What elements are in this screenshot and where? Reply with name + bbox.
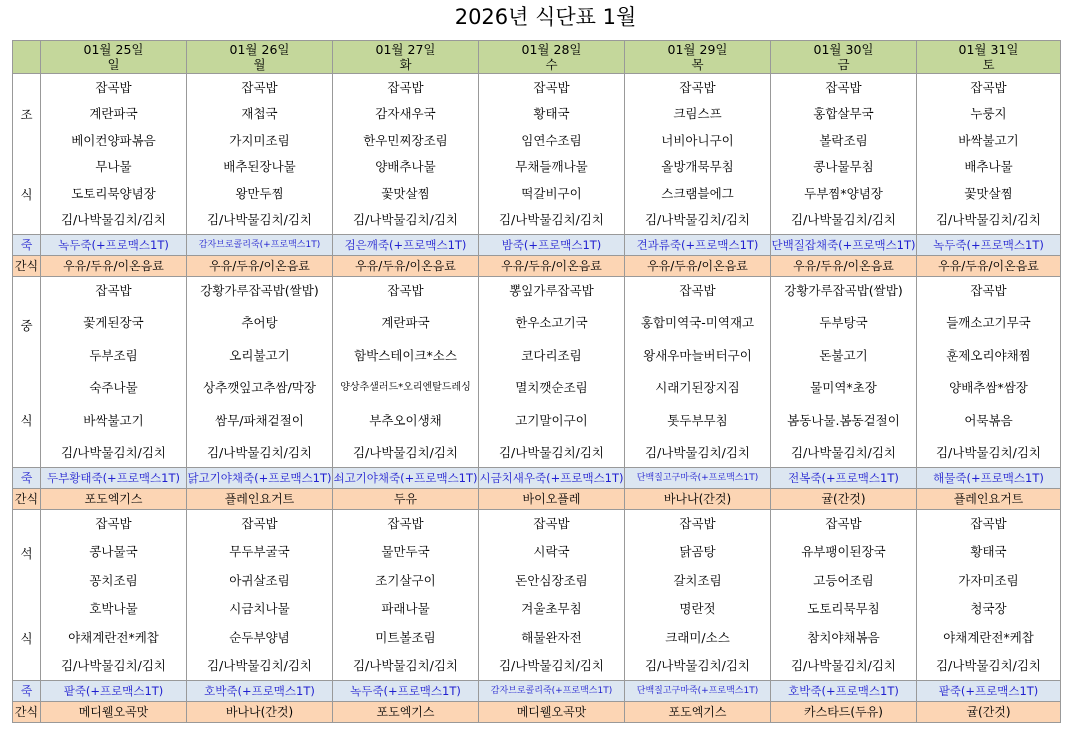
- day-of-week: 금: [837, 57, 850, 72]
- day-header: [771, 41, 917, 74]
- menu-item: 김/나박물김치/김치: [935, 211, 1042, 227]
- menu-item: 떡갈비구이: [521, 185, 582, 201]
- menu-item: 오리불고기: [229, 347, 290, 363]
- day-header: [917, 41, 1061, 74]
- menu-item: 시락국: [533, 544, 570, 560]
- day-date: 01월 26일: [229, 42, 290, 57]
- menu-item: 김/나박물김치/김치: [790, 444, 897, 460]
- menu-item: 김/나박물김치/김치: [206, 444, 313, 460]
- menu-item: 돈안심장조림: [515, 572, 588, 588]
- menu-item: 김/나박물김치/김치: [206, 657, 313, 673]
- menu-item: 왕만두찜: [235, 185, 284, 201]
- breakfast-label-cell: [13, 74, 41, 235]
- menu-item: 양배추나물: [375, 159, 436, 175]
- page-title: 2026년 식단표 1월: [454, 5, 637, 29]
- juk-item: 밤죽(+프로맥스1T): [479, 235, 625, 256]
- day-of-week: 월: [253, 57, 266, 72]
- menu-item: 도토리묵무침: [807, 601, 880, 617]
- menu-item: 물만두국: [381, 544, 430, 560]
- dinner-juk-row: [13, 681, 1061, 702]
- menu-item: 임연수조림: [521, 132, 582, 148]
- menu-item: 숙주나물: [89, 380, 138, 396]
- menu-item: 잡곡밥: [387, 283, 424, 298]
- menu-item: 강황가루잡곡밥(쌀밥): [200, 283, 319, 298]
- dinner-cell: [917, 510, 1061, 681]
- dinner-cell: [771, 510, 917, 681]
- menu-item: 잡곡밥: [679, 283, 716, 298]
- breakfast-cell: [187, 74, 333, 235]
- menu-item: 베이컨양파볶음: [71, 132, 156, 148]
- menu-item: 돈불고기: [819, 347, 868, 363]
- menu-table: [12, 40, 1061, 723]
- menu-item: 바싹불고기: [83, 412, 144, 428]
- juk-item: 단백질고구마죽(+프로맥스1T): [625, 681, 771, 702]
- menu-item: 재첩국: [241, 106, 278, 122]
- menu-item: 꽃맛살찜: [381, 185, 430, 201]
- snack-item: 메디웰오곡맛: [479, 702, 625, 723]
- breakfast-cell: [41, 74, 187, 235]
- menu-item: 잡곡밥: [533, 516, 570, 531]
- menu-item: 명란젓: [679, 601, 716, 617]
- menu-item: 크림스프: [673, 106, 722, 122]
- menu-item: 멸치깻순조림: [515, 380, 588, 396]
- menu-item: 잡곡밥: [387, 80, 424, 95]
- menu-item: 겨울초무침: [521, 601, 582, 617]
- menu-item: 콩나물국: [89, 544, 138, 560]
- juk-label: 죽: [13, 235, 41, 256]
- snack-item: 바이오플레: [479, 489, 625, 510]
- menu-item: 가자미조림: [958, 572, 1019, 588]
- dinner-row: [13, 510, 1061, 681]
- dinner-cell: [41, 510, 187, 681]
- day-header: [333, 41, 479, 74]
- snack-item: 우유/두유/이온음료: [187, 256, 333, 277]
- juk-item: 팥죽(+프로맥스1T): [917, 681, 1061, 702]
- menu-item: 호박나물: [89, 601, 138, 617]
- menu-item: 콩나물무침: [813, 159, 874, 175]
- header-row: [13, 41, 1061, 74]
- juk-item: 녹두죽(+프로맥스1T): [917, 235, 1061, 256]
- menu-item: 너비아니구이: [661, 132, 734, 148]
- day-of-week: 일: [107, 57, 120, 72]
- menu-item: 크래미/소스: [665, 629, 730, 645]
- snack-item: 플레인요거트: [917, 489, 1061, 510]
- snack-item: 귤(간것): [917, 702, 1061, 723]
- menu-item: 김/나박물김치/김치: [498, 657, 605, 673]
- snack-item: 우유/두유/이온음료: [625, 256, 771, 277]
- lunch-juk-row: [13, 468, 1061, 489]
- menu-item: 닭곰탕: [679, 544, 716, 560]
- dinner-cell: [479, 510, 625, 681]
- breakfast-cell: [479, 74, 625, 235]
- snack-item: 우유/두유/이온음료: [917, 256, 1061, 277]
- menu-item: 배추된장나물: [223, 159, 296, 175]
- juk-item: 호박죽(+프로맥스1T): [187, 681, 333, 702]
- dinner-label-char: 석: [20, 545, 33, 561]
- menu-item: 갈치조림: [673, 572, 722, 588]
- menu-item: 청국장: [970, 601, 1007, 617]
- menu-item: 김/나박물김치/김치: [790, 211, 897, 227]
- menu-item: 김/나박물김치/김치: [60, 444, 167, 460]
- menu-item: 훈제오리야채찜: [946, 347, 1031, 363]
- menu-item: 무채들깨나물: [515, 159, 588, 175]
- juk-item: 녹두죽(+프로맥스1T): [333, 681, 479, 702]
- menu-item: 잡곡밥: [241, 516, 278, 531]
- menu-item: 무두부굴국: [229, 544, 290, 560]
- menu-item: 잡곡밥: [95, 516, 132, 531]
- breakfast-cell: [771, 74, 917, 235]
- menu-item: 들깨소고기무국: [946, 315, 1031, 331]
- menu-item: 한우민찌장조림: [363, 132, 448, 148]
- day-of-week: 토: [982, 57, 995, 72]
- menu-item: 볼락조림: [819, 132, 868, 148]
- day-of-week: 목: [691, 57, 704, 72]
- menu-item: 파래나물: [381, 601, 430, 617]
- lunch-label-cell: [13, 277, 41, 468]
- juk-item: 쇠고기야채죽(+프로맥스1T): [333, 468, 479, 489]
- menu-item: 뽕잎가루잡곡밥: [509, 283, 594, 298]
- menu-item: 김/나박물김치/김치: [644, 211, 751, 227]
- day-header: [41, 41, 187, 74]
- snack-item: 두유: [333, 489, 479, 510]
- menu-item: 잡곡밥: [970, 80, 1007, 95]
- menu-item: 잡곡밥: [95, 283, 132, 298]
- day-of-week: 화: [399, 57, 412, 72]
- menu-item: 감자새우국: [375, 106, 436, 122]
- snack-item: 우유/두유/이온음료: [479, 256, 625, 277]
- lunch-cell: [771, 277, 917, 468]
- menu-item: 김/나박물김치/김치: [498, 444, 605, 460]
- menu-item: 함박스테이크*소스: [354, 347, 457, 363]
- juk-item: 닭고기야채죽(+프로맥스1T): [187, 468, 333, 489]
- menu-item: 김/나박물김치/김치: [60, 211, 167, 227]
- menu-item: 김/나박물김치/김치: [352, 444, 459, 460]
- menu-item: 배추나물: [964, 159, 1013, 175]
- dinner-cell: [333, 510, 479, 681]
- menu-item: 잡곡밥: [970, 516, 1007, 531]
- lunch-cell: [41, 277, 187, 468]
- menu-item: 김/나박물김치/김치: [352, 211, 459, 227]
- juk-item: 전복죽(+프로맥스1T): [771, 468, 917, 489]
- breakfast-juk-row: [13, 235, 1061, 256]
- menu-item: 김/나박물김치/김치: [352, 657, 459, 673]
- snack-item: 포도엑기스: [625, 702, 771, 723]
- juk-item: 두부황태죽(+프로맥스1T): [41, 468, 187, 489]
- snack-item: 포도엑기스: [333, 702, 479, 723]
- menu-item: 잡곡밥: [679, 516, 716, 531]
- day-date: 01월 28일: [521, 42, 582, 57]
- menu-item: 잡곡밥: [533, 80, 570, 95]
- snack-item: 메디웰오곡맛: [41, 702, 187, 723]
- menu-item: 꽃맛살찜: [964, 185, 1013, 201]
- juk-label: 죽: [13, 468, 41, 489]
- menu-item: 계란파국: [89, 106, 138, 122]
- breakfast-snack-row: [13, 256, 1061, 277]
- menu-item: 쌈무/파채겉절이: [215, 412, 304, 428]
- menu-item: 추어탕: [241, 315, 278, 331]
- menu-item: 순두부양념: [229, 629, 290, 645]
- lunch-cell: [333, 277, 479, 468]
- menu-item: 올방개묵무침: [661, 159, 734, 175]
- menu-item: 강황가루잡곡밥(쌀밥): [784, 283, 903, 298]
- juk-item: 감자브로콜리죽(+프로맥스1T): [479, 681, 625, 702]
- day-date: 01월 31일: [958, 42, 1019, 57]
- menu-item: 고기말이구이: [515, 412, 588, 428]
- menu-item: 바싹불고기: [958, 132, 1019, 148]
- lunch-cell: [917, 277, 1061, 468]
- menu-item: 김/나박물김치/김치: [498, 211, 605, 227]
- day-of-week: 수: [545, 57, 558, 72]
- lunch-cell: [187, 277, 333, 468]
- menu-item: 해물완자전: [521, 629, 582, 645]
- snack-item: 바나나(간것): [187, 702, 333, 723]
- dinner-snack-row: [13, 702, 1061, 723]
- day-header: [479, 41, 625, 74]
- menu-item: 두부찜*양념장: [804, 185, 883, 201]
- day-date: 01월 25일: [83, 42, 144, 57]
- lunch-label-char: 식: [20, 412, 33, 428]
- day-date: 01월 27일: [375, 42, 436, 57]
- menu-item: 잡곡밥: [825, 516, 862, 531]
- dinner-cell: [625, 510, 771, 681]
- menu-item: 홍합미역국-미역재고: [640, 315, 755, 331]
- juk-item: 감자브로콜리죽(+프로맥스1T): [187, 235, 333, 256]
- menu-item: 잡곡밥: [825, 80, 862, 95]
- menu-item: 코다리조림: [521, 347, 582, 363]
- menu-item: 잡곡밥: [95, 80, 132, 95]
- juk-item: 팥죽(+프로맥스1T): [41, 681, 187, 702]
- menu-item: 고등어조림: [813, 572, 874, 588]
- menu-item: 양배추쌈*쌈장: [949, 380, 1028, 396]
- menu-item: 누룽지: [970, 106, 1007, 122]
- menu-item: 두부조림: [89, 347, 138, 363]
- dinner-label-char: 식: [20, 630, 33, 646]
- menu-item: 도토리묵양념장: [71, 185, 156, 201]
- menu-item: 김/나박물김치/김치: [935, 444, 1042, 460]
- menu-item: 잡곡밥: [679, 80, 716, 95]
- day-date: 01월 29일: [667, 42, 728, 57]
- snack-item: 플레인요거트: [187, 489, 333, 510]
- juk-item: 단백질잡채죽(+프로맥스1T): [771, 235, 917, 256]
- menu-item: 한우소고기국: [515, 315, 588, 331]
- breakfast-cell: [625, 74, 771, 235]
- menu-item: 시래기된장지짐: [655, 380, 740, 396]
- menu-item: 야채계란전*케찹: [68, 629, 159, 645]
- menu-item: 김/나박물김치/김치: [206, 211, 313, 227]
- breakfast-label-char: 식: [20, 187, 33, 202]
- lunch-cell: [625, 277, 771, 468]
- menu-item: 홍합살무국: [813, 106, 874, 122]
- snack-item: 포도엑기스: [41, 489, 187, 510]
- menu-item: 왕새우마늘버터구이: [643, 347, 752, 363]
- menu-item: 양상추샐러드*오리엔탈드레싱: [340, 382, 471, 394]
- menu-item: 계란파국: [381, 315, 430, 331]
- menu-item: 두부탕국: [819, 315, 868, 331]
- lunch-cell: [479, 277, 625, 468]
- dinner-cell: [187, 510, 333, 681]
- day-date: 01월 30일: [813, 42, 874, 57]
- menu-item: 김/나박물김치/김치: [935, 657, 1042, 673]
- menu-item: 김/나박물김치/김치: [644, 444, 751, 460]
- menu-item: 봄동나물.봄동겉절이: [787, 412, 900, 428]
- menu-item: 김/나박물김치/김치: [790, 657, 897, 673]
- snack-item: 카스타드(두유): [771, 702, 917, 723]
- menu-item: 미트볼조림: [375, 629, 436, 645]
- menu-item: 유부팽이된장국: [801, 544, 886, 560]
- menu-item: 아귀살조림: [229, 572, 290, 588]
- menu-item: 야채계란전*케찹: [943, 629, 1034, 645]
- menu-item: 시금치나물: [229, 601, 290, 617]
- snack-item: 우유/두유/이온음료: [333, 256, 479, 277]
- snack-label: 간식: [13, 489, 41, 510]
- menu-item: 상추깻잎고추쌈/막장: [203, 380, 316, 396]
- menu-item: 물미역*초장: [810, 380, 877, 396]
- lunch-label-char: 중: [20, 317, 33, 333]
- menu-item: 꽃게된장국: [83, 315, 144, 331]
- menu-item: 김/나박물김치/김치: [644, 657, 751, 673]
- juk-item: 단백질고구마죽(+프로맥스1T): [625, 468, 771, 489]
- lunch-snack-row: [13, 489, 1061, 510]
- juk-item: 호박죽(+프로맥스1T): [771, 681, 917, 702]
- menu-item: 김/나박물김치/김치: [60, 657, 167, 673]
- menu-item: 잡곡밥: [387, 516, 424, 531]
- menu-item: 부추오이생채: [369, 412, 442, 428]
- menu-item: 황태국: [970, 544, 1007, 560]
- snack-item: 우유/두유/이온음료: [771, 256, 917, 277]
- day-header: [625, 41, 771, 74]
- snack-label: 간식: [13, 702, 41, 723]
- snack-item: 귤(간것): [771, 489, 917, 510]
- menu-item: 무나물: [95, 159, 132, 175]
- juk-item: 견과류죽(+프로맥스1T): [625, 235, 771, 256]
- snack-item: 우유/두유/이온음료: [41, 256, 187, 277]
- menu-item: 잡곡밥: [970, 283, 1007, 298]
- juk-item: 검은깨죽(+프로맥스1T): [333, 235, 479, 256]
- menu-item: 어묵볶음: [964, 412, 1013, 428]
- dinner-label-cell: [13, 510, 41, 681]
- menu-item: 스크램블에그: [661, 185, 734, 201]
- menu-item: 참치야채볶음: [807, 629, 880, 645]
- juk-item: 해물죽(+프로맥스1T): [917, 468, 1061, 489]
- breakfast-label-char: 조: [20, 107, 33, 122]
- juk-item: 녹두죽(+프로맥스1T): [41, 235, 187, 256]
- day-header: [187, 41, 333, 74]
- menu-item: 황태국: [533, 106, 570, 122]
- snack-label: 간식: [13, 256, 41, 277]
- snack-item: 바나나(간것): [625, 489, 771, 510]
- menu-item: 꽁치조림: [89, 572, 138, 588]
- menu-item: 가지미조림: [229, 132, 290, 148]
- juk-item: 시금치새우죽(+프로맥스1T): [479, 468, 625, 489]
- breakfast-cell: [333, 74, 479, 235]
- juk-label: 죽: [13, 681, 41, 702]
- menu-item: 톳두부무침: [667, 412, 728, 428]
- corner-cell: [13, 41, 41, 74]
- menu-item: 잡곡밥: [241, 80, 278, 95]
- breakfast-cell: [917, 74, 1061, 235]
- breakfast-row: [13, 74, 1061, 235]
- menu-item: 조기살구이: [375, 572, 436, 588]
- lunch-row: [13, 277, 1061, 468]
